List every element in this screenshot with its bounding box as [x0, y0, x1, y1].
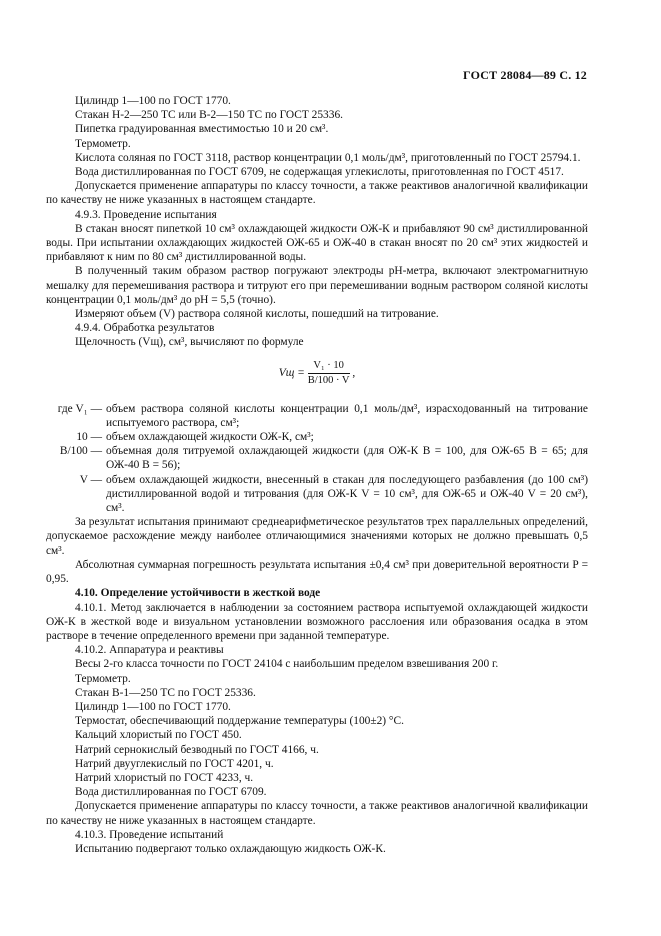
paragraph: Цилиндр 1—100 по ГОСТ 1770. — [75, 95, 231, 107]
paragraph: Пипетка градуированная вместимостью 10 и 20 см³. — [75, 123, 329, 136]
definitions-list — [46, 402, 588, 516]
definition-key: B/100 — — [59, 445, 102, 458]
paragraph: 4.10.1. Метод заключается в наблюдении за состоянием раствора испытуемой охлаждающей жидкости ОЖ-К в жесткой воде и визуальном установлении возможного расслоения или образования осадка в этом растворе в течение определенного времени при заданной температуре. — [46, 601, 588, 642]
document-body — [46, 94, 588, 856]
formula — [46, 360, 588, 387]
formula-numerator: V₁ · 10 — [308, 360, 350, 374]
formula-denominator: B/100 · V — [307, 374, 350, 386]
paragraph: Вода дистиллированная по ГОСТ 6709, не содержащая углекислоты, приготовленная по ГОСТ 4517. — [75, 166, 564, 179]
definition-item — [46, 473, 588, 516]
paragraph: Термометр. — [75, 672, 131, 685]
paragraph: Натрий двууглекислый по ГОСТ 4201, ч. — [75, 757, 274, 770]
formula-lhs: Vщ = — [278, 366, 305, 379]
paragraph: Натрий хлористый по ГОСТ 4233, ч. — [75, 771, 254, 784]
page-header: ГОСТ 28084—89 С. 12 — [463, 68, 587, 82]
subsection-heading: 4.9.3. Проведение испытания — [75, 208, 217, 221]
paragraph: Измеряют объем (V) раствора соляной кислоты, пошедший на титрование. — [75, 308, 439, 321]
paragraph: Допускается применение аппаратуры по классу точности, а также реактивов аналогичной квалификации по качеству не ниже указанных в настоящем стандарте. — [46, 800, 588, 827]
definition-item — [46, 402, 588, 430]
formula-tail: , — [352, 366, 356, 379]
paragraph: Испытанию подвергают только охлаждающую жидкость ОЖ-К. — [75, 842, 386, 855]
definition-item — [46, 430, 588, 444]
definition-text: объем охлаждающей жидкости ОЖ-К, см³; — [106, 431, 314, 444]
definition-text: объемная доля титруемой охлаждающей жидкости (для ОЖ-К В = 100, для ОЖ-65 В = 65; для ОЖ-40 В = 56); — [106, 445, 588, 472]
definition-item — [46, 444, 588, 472]
definition-key: V — — [79, 473, 102, 486]
formula-fraction — [308, 360, 350, 387]
paragraph: Щелочность (Vщ), см³, вычисляют по формуле — [75, 336, 304, 349]
section-title: 4.10. Определение устойчивости в жесткой воде — [75, 587, 321, 600]
subsection-heading: 4.10.2. Аппаратура и реактивы — [75, 644, 224, 657]
paragraph: В стакан вносят пипеткой 10 см³ охлаждающей жидкости ОЖ-К и прибавляют 90 см³ дистиллированной воды. При испытании охлаждающих жидкостей ОЖ-65 и ОЖ-40 в стакан вносят по 20 см³ этих жидкостей и прибавляют к ним по 80 см³ дистиллированной воды. — [46, 222, 588, 264]
paragraph: Термометр. — [75, 137, 131, 150]
paragraph: Стакан Н-2—250 ТС или В-2—150 ТС по ГОСТ 25336. — [75, 109, 343, 122]
paragraph: Термостат, обеспечивающий поддержание температуры (100±2) °С. — [75, 715, 404, 728]
paragraph: За результат испытания принимают среднеарифметическое результатов трех параллельных определений, допускаемое расхождение между наиболее отличающимися значениями которых не должно превышать 0,5 см³. — [46, 516, 588, 557]
paragraph: Абсолютная суммарная погрешность результата испытания ±0,4 см³ при доверительной вероятности P = 0,95. — [46, 558, 588, 586]
paragraph: Весы 2-го класса точности по ГОСТ 24104 с наибольшим пределом взвешивания 200 г. — [75, 658, 499, 671]
definition-text: объем раствора соляной кислоты концентрации 0,1 моль/дм³, израсходованный на титрование испытуемого раствора, см³; — [106, 402, 588, 429]
paragraph: Кальций хлористый по ГОСТ 450. — [75, 729, 242, 742]
paragraph: Вода дистиллированная по ГОСТ 6709. — [75, 786, 267, 799]
paragraph: Цилиндр 1—100 по ГОСТ 1770. — [75, 700, 231, 713]
definition-key: где V₁ — — [57, 402, 102, 415]
definition-text: объем охлаждающей жидкости, внесенный в стакан для последующего разбавления (до 100 см³) дистиллированной водой и титрования (для ОЖ-К V = 10 см³, для ОЖ-65 и ОЖ-40 V = 20 см³), см³. — [106, 473, 588, 515]
paragraph: В полученный таким образом раствор погружают электроды pH-метра, включают электромагнитную мешалку для перемешивания раствора и титруют его при перемешивании водным раствором соляной кислоты концентрации 0,1 моль/дм³ до pH = 5,5 (точно). — [46, 265, 588, 306]
paragraph: Допускается применение аппаратуры по классу точности, а также реактивов аналогичной квалификации по качеству не ниже указанных в настоящем стандарте. — [46, 180, 588, 207]
paragraph: Стакан В-1—250 ТС по ГОСТ 25336. — [75, 686, 256, 699]
definition-key: 10 — — [76, 431, 102, 444]
subsection-heading: 4.10.3. Проведение испытаний — [75, 828, 224, 841]
subsection-heading: 4.9.4. Обработка результатов — [75, 322, 215, 335]
paragraph: Натрий сернокислый безводный по ГОСТ 4166, ч. — [75, 743, 319, 756]
paragraph: Кислота соляная по ГОСТ 3118, раствор концентрации 0,1 моль/дм³, приготовленный по ГОСТ 25794.1. — [75, 151, 581, 164]
